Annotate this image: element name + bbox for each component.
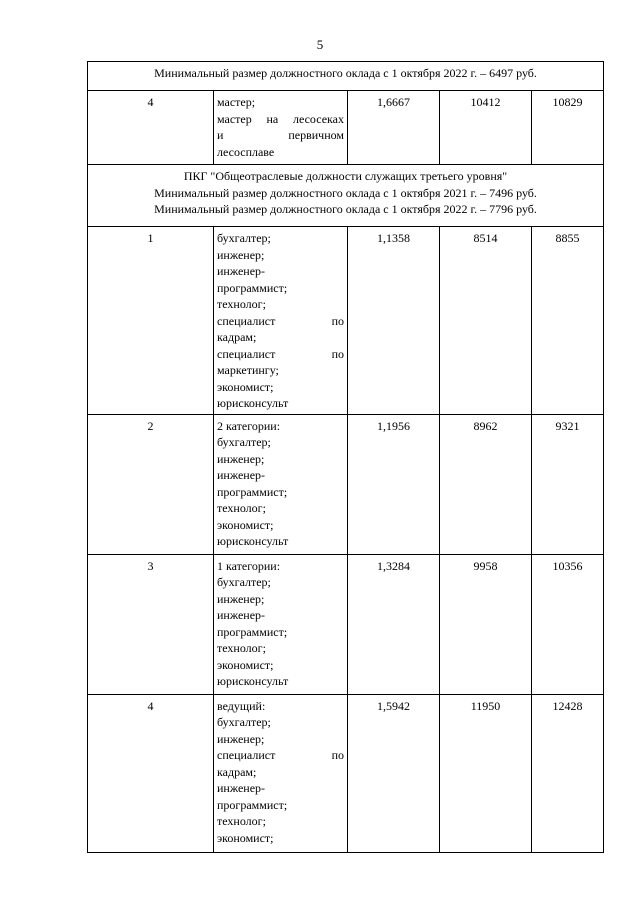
position-line: мастер на лесосеках	[217, 111, 344, 126]
salary-2022-cell: 10356	[532, 554, 604, 694]
group-header-row	[88, 62, 604, 91]
table-row	[88, 694, 604, 852]
group-header-row	[88, 165, 604, 227]
coefficient-cell: 1,3284	[348, 554, 440, 694]
qualification-level-cell: 3	[88, 554, 214, 694]
position-line: специалист по	[217, 748, 344, 762]
salary-2022-cell: 10829	[532, 91, 604, 165]
salary-2021-cell: 10412	[440, 91, 532, 165]
position-line: мастер;	[217, 95, 256, 109]
position-cell	[214, 91, 348, 165]
position-line: лесосплаве	[217, 144, 275, 159]
position-line: экономист;	[217, 657, 274, 672]
position-line: экономист;	[217, 379, 274, 394]
coefficient-cell: 1,6667	[348, 91, 440, 165]
position-line: кадрам;	[217, 330, 257, 344]
group-header-line: Минимальный размер должностного оклада с 1 октября 2022 г. – 7796 руб.	[154, 202, 537, 216]
salary-2021-cell: 11950	[440, 694, 532, 852]
qualification-level-cell: 2	[88, 414, 214, 554]
table-row	[88, 91, 604, 165]
position-line: маркетингу;	[217, 363, 279, 377]
position-line: бухгалтер;	[217, 575, 271, 589]
position-line: технолог;	[217, 297, 266, 311]
position-line: инженер-	[217, 468, 266, 482]
position-line: инженер;	[217, 451, 265, 466]
position-line: инженер-	[217, 264, 266, 278]
salary-2021-cell: 8514	[440, 227, 532, 415]
page-number: 5	[316, 37, 324, 52]
coefficient-cell: 1,5942	[348, 694, 440, 852]
position-line: экономист;	[217, 517, 274, 532]
salary-2022-cell: 9321	[532, 414, 604, 554]
qualification-level-cell: 4	[88, 91, 214, 165]
position-cell	[214, 227, 348, 415]
position-line: специалист по	[217, 346, 344, 361]
group-header-line: Минимальный размер должностного оклада с 1 октября 2022 г. – 6497 руб.	[154, 66, 537, 80]
position-line: программист;	[217, 797, 288, 812]
position-line: юрисконсульт	[217, 396, 289, 410]
coefficient-cell: 1,1956	[348, 414, 440, 554]
position-line: программист;	[217, 484, 288, 499]
group-header-cell	[88, 165, 604, 227]
position-line: технолог;	[217, 814, 266, 828]
position-cell	[214, 554, 348, 694]
position-line: инженер-	[217, 781, 266, 795]
position-line: юрисконсульт	[217, 534, 289, 548]
table-row	[88, 227, 604, 415]
table-row	[88, 414, 604, 554]
position-line: кадрам;	[217, 764, 257, 779]
salary-2021-cell: 9958	[440, 554, 532, 694]
group-header-line: Минимальный размер должностного оклада с 1 октября 2021 г. – 7496 руб.	[154, 185, 537, 200]
position-line: юрисконсульт	[217, 674, 289, 688]
group-header-line: ПКГ "Общеотраслевые должности служащих третьего уровня"	[183, 169, 508, 183]
position-line: бухгалтер;	[217, 435, 271, 449]
position-line: инженер;	[217, 247, 265, 262]
salary-2021-cell: 8962	[440, 414, 532, 554]
position-line: экономист;	[217, 830, 274, 845]
position-cell	[214, 694, 348, 852]
salary-table	[87, 61, 604, 853]
position-line: программист;	[217, 624, 288, 639]
position-line: бухгалтер;	[217, 231, 271, 245]
position-line: технолог;	[217, 641, 266, 655]
table-row	[88, 554, 604, 694]
position-line: ведущий:	[217, 698, 266, 713]
position-line: инженер;	[217, 731, 265, 746]
position-line: 1 категории:	[217, 558, 281, 573]
position-cell	[214, 414, 348, 554]
position-line: бухгалтер;	[217, 715, 271, 729]
coefficient-cell: 1,1358	[348, 227, 440, 415]
group-header-cell	[88, 62, 604, 91]
position-line: инженер;	[217, 591, 265, 606]
position-line: специалист по	[217, 313, 344, 328]
salary-2022-cell: 12428	[532, 694, 604, 852]
position-line: технолог;	[217, 501, 266, 515]
position-line: программист;	[217, 280, 288, 295]
position-line: инженер-	[217, 608, 266, 622]
position-line: 2 категории:	[217, 418, 281, 433]
qualification-level-cell: 1	[88, 227, 214, 415]
salary-table-body	[88, 62, 604, 853]
qualification-level-cell: 4	[88, 694, 214, 852]
salary-2022-cell: 8855	[532, 227, 604, 415]
position-line: и первичном	[217, 128, 344, 142]
